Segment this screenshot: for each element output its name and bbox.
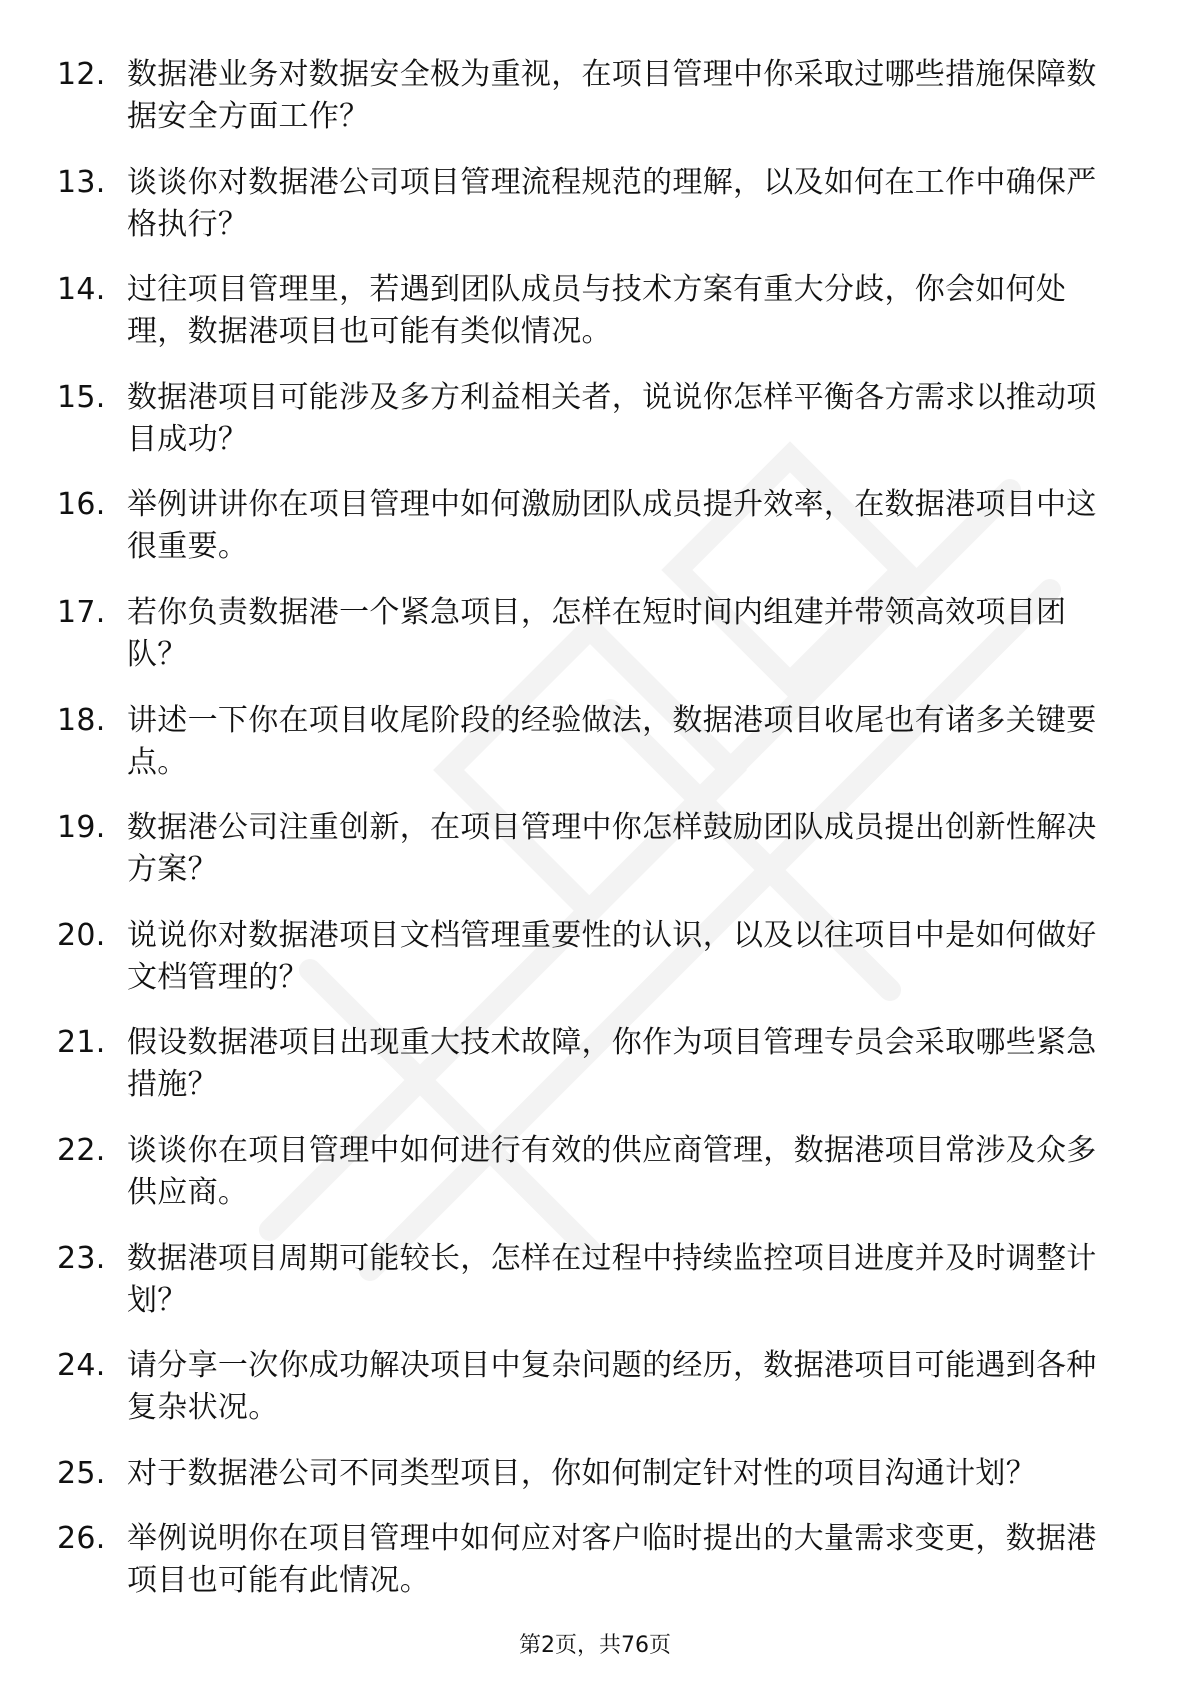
question-item-21 <box>57 1022 1117 1106</box>
question-item-25 <box>57 1453 1117 1495</box>
question-number: 17. <box>57 594 106 630</box>
question-list <box>57 54 1117 1626</box>
question-item-19 <box>57 807 1117 891</box>
question-text: 举例讲讲你在项目管理中如何激励团队成员提升效率，在数据港项目中这很重要。 <box>127 487 1097 565</box>
question-item-26 <box>57 1518 1117 1602</box>
question-text: 对于数据港公司不同类型项目，你如何制定针对性的项目沟通计划？ <box>127 1455 1036 1491</box>
question-number: 14. <box>57 272 106 308</box>
page-number-label: 第2页，共76页 <box>519 1633 671 1658</box>
question-number: 15. <box>57 379 106 415</box>
question-item-12 <box>57 54 1117 138</box>
question-text: 数据港项目可能涉及多方利益相关者，说说你怎样平衡各方需求以推动项目成功？ <box>127 379 1097 457</box>
question-text: 说说你对数据港项目文档管理重要性的认识，以及以往项目中是如何做好文档管理的？ <box>127 917 1097 995</box>
question-text: 举例说明你在项目管理中如何应对客户临时提出的大量需求变更，数据港项目也可能有此情况。 <box>127 1521 1097 1599</box>
question-number: 24. <box>57 1348 106 1384</box>
question-item-13 <box>57 162 1117 246</box>
page-footer <box>0 1631 1190 1661</box>
question-number: 25. <box>57 1455 106 1491</box>
question-item-18 <box>57 700 1117 784</box>
question-item-17 <box>57 592 1117 676</box>
question-number: 18. <box>57 702 106 738</box>
question-text: 讲述一下你在项目收尾阶段的经验做法，数据港项目收尾也有诸多关键要点。 <box>127 702 1097 780</box>
question-number: 20. <box>57 917 106 953</box>
question-text: 请分享一次你成功解决项目中复杂问题的经历，数据港项目可能遇到各种复杂状况。 <box>127 1348 1097 1426</box>
question-text: 假设数据港项目出现重大技术故障，你作为项目管理专员会采取哪些紧急措施？ <box>127 1025 1097 1103</box>
question-number: 16. <box>57 487 106 523</box>
question-number: 23. <box>57 1240 106 1276</box>
question-text: 数据港业务对数据安全极为重视，在项目管理中你采取过哪些措施保障数据安全方面工作？ <box>127 57 1097 134</box>
question-text: 数据港项目周期可能较长，怎样在过程中持续监控项目进度并及时调整计划？ <box>127 1240 1097 1318</box>
question-item-15 <box>57 377 1117 461</box>
question-item-16 <box>57 484 1117 568</box>
question-number: 13. <box>57 164 106 200</box>
question-text: 谈谈你对数据港公司项目管理流程规范的理解，以及如何在工作中确保严格执行？ <box>127 164 1097 242</box>
question-text: 过往项目管理里，若遇到团队成员与技术方案有重大分歧，你会如何处理，数据港项目也可能有类似情况。 <box>127 272 1067 350</box>
question-text: 数据港公司注重创新，在项目管理中你怎样鼓励团队成员提出创新性解决方案？ <box>127 810 1097 888</box>
question-text: 若你负责数据港一个紧急项目，怎样在短时间内组建并带领高效项目团队？ <box>127 594 1067 672</box>
question-item-24 <box>57 1345 1117 1429</box>
question-item-23 <box>57 1238 1117 1322</box>
question-item-22 <box>57 1130 1117 1214</box>
question-number: 12. <box>57 57 106 92</box>
question-number: 21. <box>57 1025 106 1061</box>
question-number: 19. <box>57 810 106 846</box>
question-number: 26. <box>57 1521 106 1557</box>
question-number: 22. <box>57 1132 106 1168</box>
question-item-14 <box>57 269 1117 353</box>
question-item-20 <box>57 915 1117 999</box>
question-text: 谈谈你在项目管理中如何进行有效的供应商管理，数据港项目常涉及众多供应商。 <box>127 1132 1097 1210</box>
